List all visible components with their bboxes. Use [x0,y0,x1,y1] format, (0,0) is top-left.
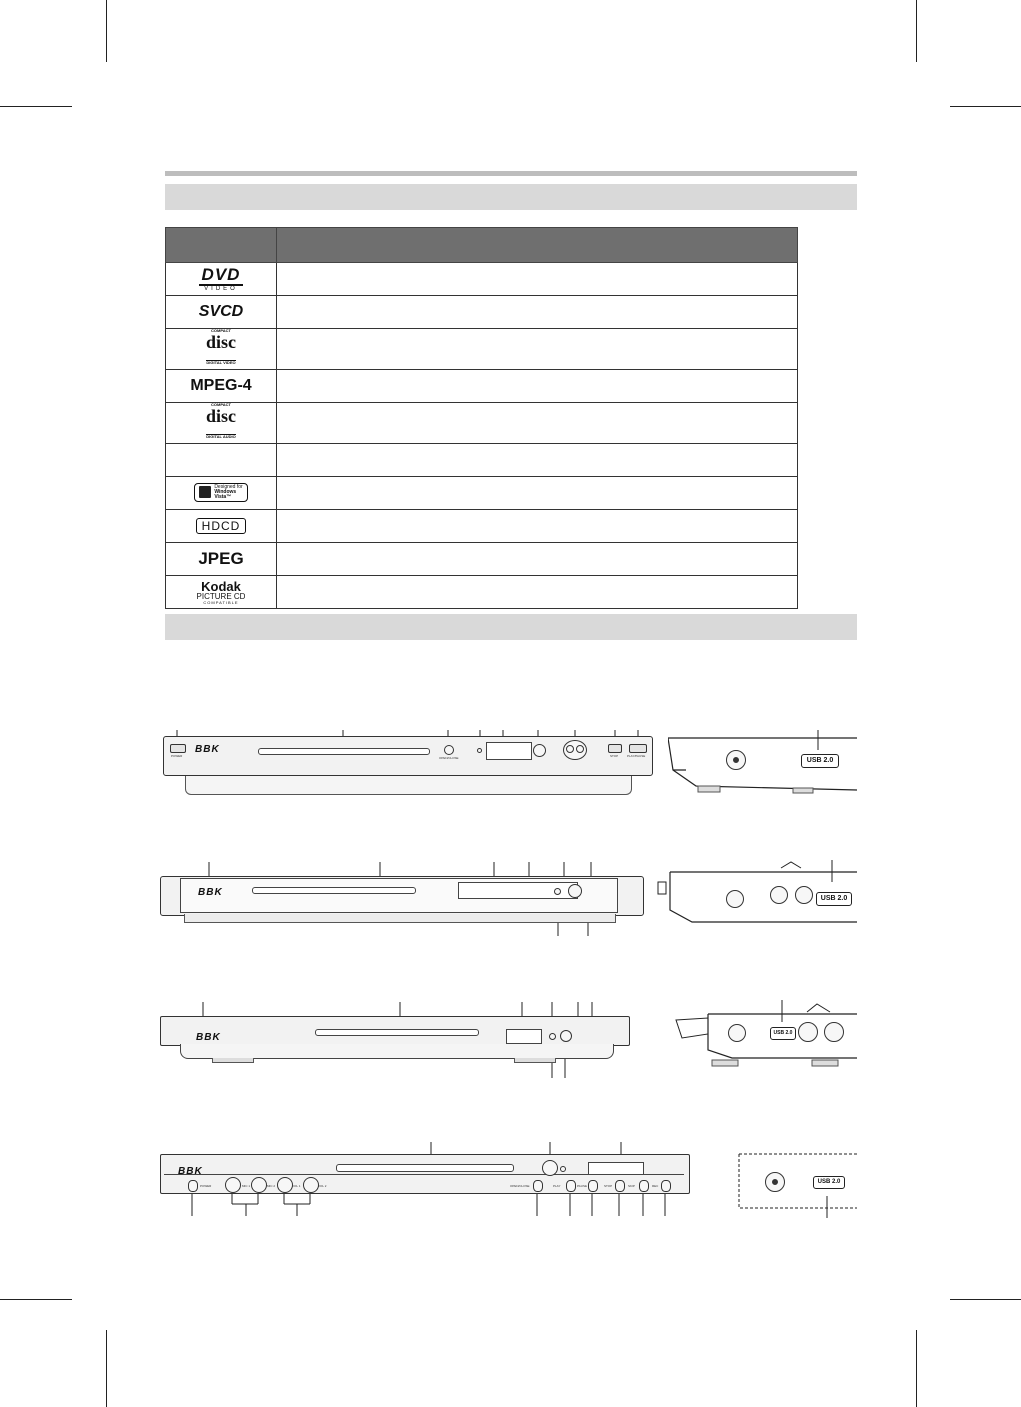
brand-logo: BBK [178,1166,203,1177]
stop-label: STOP [610,754,619,758]
description-cell [277,296,798,329]
dvd-logo-subtext: VIDEO [204,286,238,292]
player-2-side [656,860,857,928]
player-4-side [735,1152,857,1222]
table-row [166,444,798,477]
cd-audio-small-text: COMPACT [211,402,231,407]
play-pause-label: PLAY/PAUSE [627,754,646,758]
table-row [166,329,798,370]
mic2-label: MIC 2 [267,1184,276,1188]
power-label: POWER [200,1184,212,1188]
disc-tray[interactable] [258,748,430,755]
hdcd-logo [166,510,277,543]
player-1-side [668,730,857,796]
display-window [506,1029,542,1044]
description-cell [277,576,798,609]
windows-vista-logo [166,477,277,510]
rca-jack-center [733,757,739,763]
table-row [166,403,798,444]
player-1-base [185,776,632,795]
player-3-foot-right [514,1058,556,1063]
rca-jack [728,1024,746,1042]
player-3-foot-left [212,1058,254,1063]
usb-port[interactable]: USB 2.0 [770,1027,796,1040]
cd-audio-disc-text: disc [205,406,236,426]
audio-jack-right [824,1022,844,1042]
mic2-jack[interactable] [251,1177,267,1193]
ir-sensor [560,1030,572,1042]
standby-indicator [554,888,561,895]
mic1-jack[interactable] [225,1177,241,1193]
kodak-logo-mid: PICTURE CD [196,591,246,601]
crop-mark [950,1299,1021,1300]
description-cell [277,370,798,403]
empty-logo-cell [166,444,277,477]
vista-text-top: Designed for [214,483,243,490]
description-cell [277,403,798,444]
jog-dial-inner-right [576,745,584,753]
dvd-video-logo [166,263,277,296]
skip-button[interactable] [639,1180,649,1192]
top-rule [165,171,857,176]
disc-tray[interactable] [336,1164,514,1172]
crop-mark [106,1330,107,1407]
jpeg-logo-text: JPEG [198,548,244,568]
compact-disc-digital-video-logo [166,329,277,370]
svcd-logo [166,296,277,329]
stop-button[interactable] [608,744,622,753]
player-1-front [163,722,655,798]
cd-video-small-text: COMPACT [211,328,231,333]
standby-indicator [549,1033,556,1040]
brand-logo: BBK [195,744,220,755]
open-close-label: OPEN/CLOSE [439,756,459,760]
power-button[interactable] [188,1180,198,1192]
table-row [166,370,798,403]
rec-button[interactable] [661,1180,671,1192]
crop-mark [0,106,72,107]
mpeg4-logo-text: MPEG-4 [190,377,252,394]
section-band-controls [165,614,857,640]
ir-sensor [568,884,582,898]
display-window [588,1162,644,1175]
player-3-front [160,1000,632,1082]
hdcd-logo-text: HDCD [196,518,247,534]
kodak-logo-bottom: COMPATIBLE [203,599,239,605]
mpeg4-logo [166,370,277,403]
vol2-knob[interactable] [303,1177,319,1193]
table-header-row [166,228,798,263]
description-cell [277,510,798,543]
power-label: POWER [171,754,183,758]
usb-port[interactable]: USB 2.0 [801,754,839,768]
svcd-logo-text: SVCD [198,303,244,320]
rca-jack [726,890,744,908]
brand-logo: BBK [198,887,223,898]
crop-mark [916,1330,917,1407]
play-pause-button[interactable] [629,744,647,753]
open-close-button[interactable] [444,745,454,755]
jog-dial-inner-left [566,745,574,753]
table-row [166,296,798,329]
skip-label: SKIP [628,1184,635,1188]
standby-indicator [560,1166,566,1172]
description-cell [277,543,798,576]
table-row [166,263,798,296]
crop-mark [916,0,917,62]
vista-text-mid: Windows [214,488,237,495]
audio-jack-left [770,886,788,904]
crop-mark [950,106,1021,107]
cd-video-subtext: DIGITAL VIDEO [206,360,236,365]
player-2-base [184,914,616,923]
kodak-picture-cd-logo [166,576,277,609]
vol1-label: VOL 1 [292,1184,301,1188]
crop-mark [106,0,107,62]
jpeg-logo [166,543,277,576]
play-label: PLAY [553,1184,561,1188]
table-row [166,510,798,543]
cd-audio-subtext: DIGITAL AUDIO [206,434,236,439]
dvd-logo-text: DVD [201,265,241,284]
usb-port[interactable]: USB 2.0 [813,1176,845,1189]
vol1-knob[interactable] [277,1177,293,1193]
stop-button[interactable] [615,1180,625,1192]
pause-label: PAUSE [577,1184,587,1188]
cd-video-disc-text: disc [205,332,236,352]
table-row [166,543,798,576]
play-button[interactable] [566,1180,576,1192]
compact-disc-digital-audio-logo [166,403,277,444]
table-row [166,477,798,510]
ir-sensor [533,744,546,757]
vol2-label: VOL 2 [318,1184,327,1188]
player-2-front [160,860,646,940]
description-cell [277,329,798,370]
ir-sensor [542,1160,558,1176]
vista-text-bottom: Vista™ [214,493,232,500]
audio-jack-left [798,1022,818,1042]
open-close-label: OPEN/CLOSE [510,1184,530,1188]
header-description-cell [277,228,798,263]
player-3-lower-panel [180,1044,614,1059]
formats-table [165,227,798,609]
mic1-label: MIC 1 [242,1184,251,1188]
audio-jack-right [795,886,813,904]
header-format-cell [166,228,277,263]
disc-tray[interactable] [252,887,416,894]
brand-logo: BBK [196,1032,221,1043]
usb-port[interactable]: USB 2.0 [816,892,852,906]
table-row [166,576,798,609]
player-4-front [160,1140,692,1220]
player-3-side [672,1000,857,1072]
section-band-formats [165,184,857,210]
open-close-button[interactable] [533,1180,543,1192]
pause-button[interactable] [588,1180,598,1192]
power-button[interactable] [170,744,186,753]
description-cell [277,444,798,477]
windows-flag-icon [199,486,211,498]
stop-label: STOP [604,1184,613,1188]
rec-label: REC [652,1184,659,1188]
rca-jack-center [772,1179,778,1185]
standby-indicator [477,748,482,753]
description-cell [277,477,798,510]
kodak-logo-text: Kodak [201,578,241,594]
vista-badge [194,483,247,502]
display-window [486,742,532,760]
crop-mark [0,1299,72,1300]
description-cell [277,263,798,296]
disc-tray[interactable] [315,1029,479,1036]
